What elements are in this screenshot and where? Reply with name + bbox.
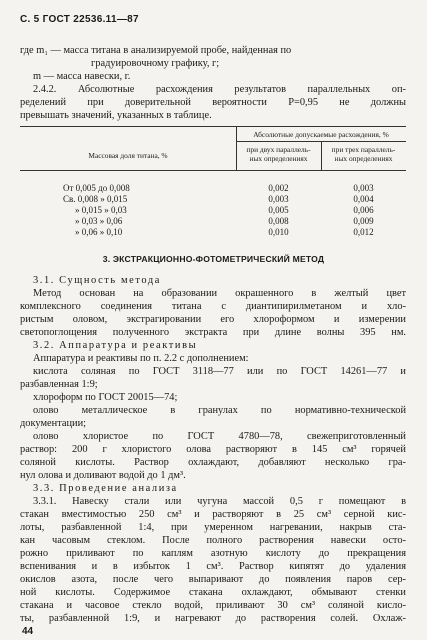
section-3-title: 3. ЭКСТРАКЦИОННО-ФОТОМЕТРИЧЕСКИЙ МЕТОД — [102, 254, 325, 264]
row-two: 0,003 — [268, 194, 289, 204]
legend-line-3: m — масса навески, г. — [33, 71, 131, 82]
s33-line: вспенивания и в избыток 1 см³. Раствор кипятят до удаления — [20, 561, 406, 572]
s31-title: 3.1. Сущность метода — [33, 275, 161, 286]
page-number: 44 — [22, 626, 34, 637]
s32-line: олово металлическое в гранулах по нормативно-технической — [33, 405, 406, 416]
legend-line-2: градуировочному графику, г; — [91, 58, 220, 69]
row-three: 0,004 — [353, 194, 374, 204]
s32-line: раствор: 200 г хлористого олова растворяют в 145 см³ горячей — [20, 444, 406, 455]
table-header-bottom-border — [20, 170, 406, 171]
s32-line: Аппаратура и реактивы по п. 2.2 с дополнением: — [33, 353, 249, 364]
table-col3-header-line-2: ных определениях — [334, 154, 393, 163]
row-range: » 0,03 » 0,06 — [75, 216, 123, 226]
row-two: 0,010 — [268, 227, 289, 237]
s32-title: 3.2. Аппаратура и реактивы — [33, 340, 198, 351]
row-two: 0,005 — [268, 205, 289, 215]
row-range: От 0,005 до 0,008 — [63, 183, 130, 193]
row-two: 0,008 — [268, 216, 289, 226]
s33-title: 3.3. Проведение анализа — [33, 483, 178, 494]
row-range: Св. 0,008 » 0,015 — [63, 194, 128, 204]
table-group-header: Абсолютные допускаемые расхождения, % — [253, 130, 389, 139]
row-three: 0,003 — [353, 183, 374, 193]
para-242-line-3: превышать значений, указанных в таблице. — [20, 110, 212, 121]
para-242-line-1: 2.4.2. Абсолютные расхождения результатов параллельных оп- — [33, 84, 406, 95]
row-three: 0,009 — [353, 216, 374, 226]
row-three: 0,006 — [353, 205, 374, 215]
row-three: 0,012 — [353, 227, 374, 237]
s32-line: соляной кислоты. Раствор охлаждают, добавляют несколько гра- — [20, 457, 406, 468]
s33-line: стакан вместимостью 250 см³ и растворяют в 25 см³ серной кис- — [20, 509, 406, 520]
s32-line: разбавленная 1:9; — [20, 379, 98, 390]
s32-line: нул олова и доливают водой до 1 дм³. — [20, 470, 186, 481]
s32-line: хлороформ по ГОСТ 20015—74; — [33, 392, 178, 403]
s31-line: светопоглощения полученного экстракта при длине волны 395 нм. — [20, 327, 406, 338]
s31-line: ристым оловом, экстрагировании его хлороформом и измерении — [20, 314, 406, 325]
s33-line: 3.3.1. Навеску стали или чугуна массой 0,5 г помещают в — [33, 496, 406, 507]
s33-line: окислов азота, после чего выпаривают до появления паров сер- — [20, 574, 406, 585]
s33-line: стакана и часовое стекло водой, приливают 30 см³ соляной кисло- — [20, 600, 406, 611]
s33-line: кан часовым стеклом. После полного растворения навески осто- — [20, 535, 406, 546]
table-col2-header-line-2: ных определениях — [249, 154, 308, 163]
page-header: С. 5 ГОСТ 22536.11—87 — [20, 14, 139, 25]
s33-line: лоты, разбавленной 1:4, при умеренном нагревании, накрыв ста- — [20, 522, 406, 533]
table-col1-header: Массовая доля титана, % — [88, 151, 168, 160]
s32-line: документации; — [20, 418, 87, 429]
legend-line-1: где m₁ — масса титана в анализируемой пробе, найденная по — [20, 45, 292, 56]
row-range: » 0,015 » 0,03 — [75, 205, 127, 215]
table-col3-header-line-1: при трех параллель- — [331, 145, 396, 154]
s31-line: Метод основан на образовании окрашенного в желтый цвет — [33, 288, 406, 299]
s31-line: комплексного соединения титана с диантипирилметаном и хло- — [20, 301, 406, 312]
s33-line: рожно приливают по каплям азотную кислоту до прекращения — [20, 548, 406, 559]
para-242-line-2: ределений при доверительной вероятности P=0,95 не должны — [20, 97, 406, 108]
s33-line: ты, разбавленной 1:9, и нагревают до растворения солей. Охлаж- — [20, 613, 406, 624]
table-col2-header-line-1: при двух параллель- — [246, 145, 311, 154]
s32-line: кислота соляная по ГОСТ 3118—77 или по ГОСТ 14261—77 и — [33, 366, 406, 377]
s33-line: ной кислоты. Содержимое стакана охлаждают, обмывают стенки — [20, 587, 406, 598]
table-top-border — [20, 126, 406, 127]
row-range: » 0,06 » 0,10 — [75, 227, 123, 237]
row-two: 0,002 — [268, 183, 289, 193]
s32-line: олово хлористое по ГОСТ 4780—78, свежеприготовленный — [33, 431, 406, 442]
